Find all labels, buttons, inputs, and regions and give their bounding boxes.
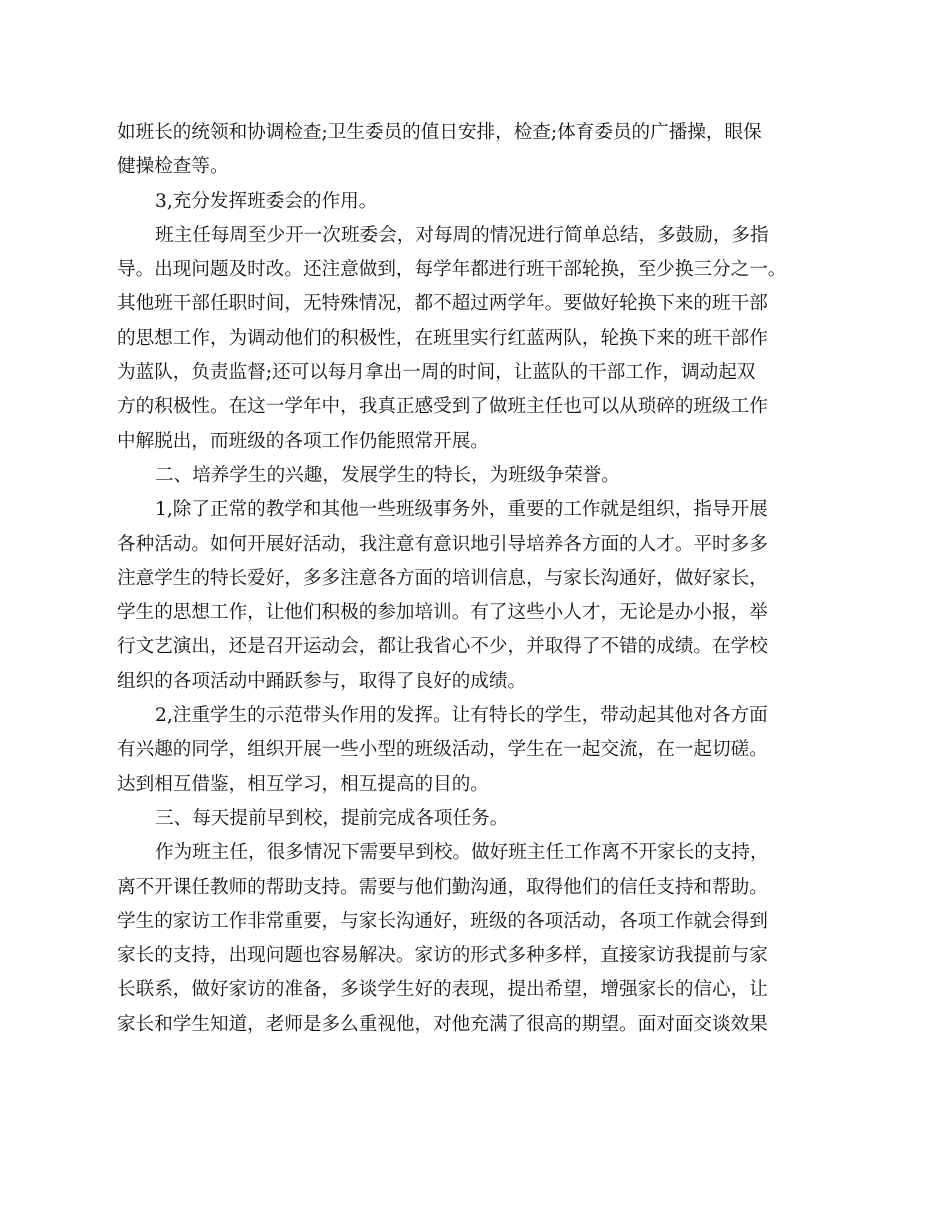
paragraph-first-line: 作为班主任，很多情况下需要早到校。做好班主任工作离不开家长的支持， xyxy=(155,842,769,864)
text-line: 离不开课任教师的帮助支持。需要与他们勤沟通，取得他们的信任支持和帮助。 xyxy=(117,876,768,898)
text-line: 组织的各项活动中踊跃参与，取得了良好的成绩。 xyxy=(117,670,527,692)
text-line: 家长的支持，出现问题也容易解决。家访的形式多种多样，直接家访我提前与家 xyxy=(117,945,768,967)
text-line: 的思想工作，为调动他们的积极性，在班里实行红蓝两队，轮换下来的班干部作 xyxy=(117,327,768,349)
text-line: 家长和学生知道，老师是多么重视他，对他充满了很高的期望。面对面交谈效果 xyxy=(117,1013,768,1035)
text-line: 健操检查等。 xyxy=(117,156,229,178)
section-heading: 二、培养学生的兴趣，发展学生的特长，为班级争荣誉。 xyxy=(155,464,620,486)
paragraph-first-line: 1,除了正常的教学和其他一些班级事务外，重要的工作就是组织，指导开展 xyxy=(155,499,768,521)
text-line: 注意学生的特长爱好，多多注意各方面的培训信息，与家长沟通好，做好家长， xyxy=(117,567,768,589)
section-heading: 三、每天提前早到校，提前完成各项任务。 xyxy=(155,807,509,829)
text-line: 导。出现问题及时改。还注意做到，每学年都进行班干部轮换，至少换三分之一。 xyxy=(117,259,787,281)
text-line: 学生的家访工作非常重要，与家长沟通好，班级的各项活动，各项工作就会得到 xyxy=(117,910,768,932)
text-line: 达到相互借鉴，相互学习，相互提高的目的。 xyxy=(117,773,489,795)
paragraph-first-line: 2,注重学生的示范带头作用的发挥。让有特长的学生，带动起其他对各方面 xyxy=(155,705,768,727)
text-line: 如班长的统领和协调检查;卫生委员的值日安排，检查;体育委员的广播操，眼保 xyxy=(117,122,762,143)
document-body xyxy=(117,116,807,1042)
text-line: 为蓝队，负责监督;还可以每月拿出一周的时间，让蓝队的干部工作，调动起双 xyxy=(117,362,756,384)
text-line: 各种活动。如何开展好活动，我注意有意识地引导培养各方面的人才。平时多多 xyxy=(117,533,768,555)
text-line: 学生的思想工作，让他们积极的参加培训。有了这些小人才，无论是办小报，举 xyxy=(117,602,768,624)
text-line: 其他班干部任职时间，无特殊情况，都不超过两学年。要做好轮换下来的班干部 xyxy=(117,293,768,315)
numbered-point-heading: 3,充分发挥班委会的作用。 xyxy=(155,190,378,212)
paragraph-first-line: 班主任每周至少开一次班委会，对每周的情况进行简单总结，多鼓励，多指 xyxy=(155,224,769,246)
text-line: 长联系，做好家访的准备，多谈学生好的表现，提出希望，增强家长的信心，让 xyxy=(117,979,768,1001)
text-line: 方的积极性。在这一学年中，我真正感受到了做班主任也可以从琐碎的班级工作 xyxy=(117,396,768,418)
text-line: 中解脱出，而班级的各项工作仍能照常开展。 xyxy=(117,430,489,452)
text-line: 行文艺演出，还是召开运动会，都让我省心不少，并取得了不错的成绩。在学校 xyxy=(117,636,768,658)
text-line: 有兴趣的同学，组织开展一些小型的班级活动，学生在一起交流，在一起切磋。 xyxy=(117,739,768,761)
